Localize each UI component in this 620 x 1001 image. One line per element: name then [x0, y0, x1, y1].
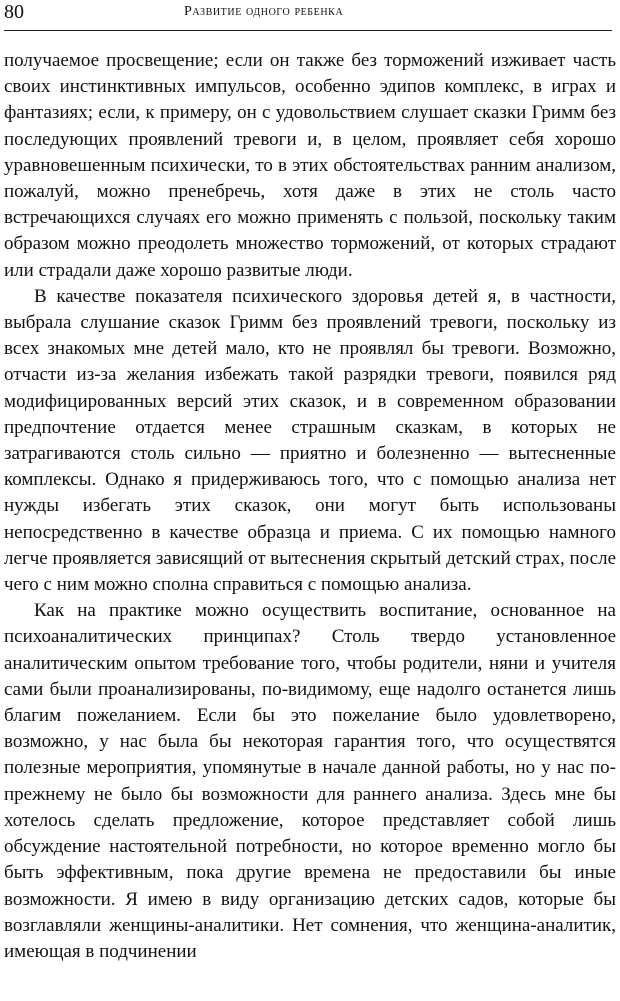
running-title: Развитие одного ребенка	[184, 4, 344, 19]
paragraph-3: Как на практике можно осуществить воспитание, основанное на психоаналитических принципах? Столь твердо установленное аналитическим опытом требование того, чтобы родители, няни и учителя сами были проанализированы, по-видимому, еще надолго останется лишь благим пожеланием. Если бы это пожелание было удовлетворено, возможно, у нас была бы некоторая гарантия того, что осуществятся полезные мероприятия, упомянутые в начале данной работы, но у нас по-прежнему не было бы возможности для раннего анализа. Здесь мне бы хотелось сделать предложение, которое представляет собой лишь обсуждение настоятельной потребности, но которое временно могло бы быть эффективным, пока другие времена не предоставили бы иные возможности. Я имею в виду организацию детских садов, которые бы возглавляли женщины-аналитики. Нет сомнения, что женщина-аналитик, имеющая в подчинении	[4, 600, 616, 962]
paragraph-2: В качестве показателя психического здоровья детей я, в частности, выбрала слушание сказок Гримм без проявлений тревоги, поскольку из всех знакомых мне детей мало, кто не проявлял бы тревоги. Возможно, отчасти из-за желания избежать такой разрядки тревоги, появился ряд модифицированных версий этих сказок, и в современном образовании предпочтение отдается менее страшным сказкам, в которых не затрагиваются столь сильно — приятно и болезненно — вытесненные комплексы. Однако я придерживаюсь того, что с помощью анализа нет нужды избегать этих сказок, они могут быть использованы непосредственно в качестве образца и приема. С их помощью намного легче проявляется зависящий от вытеснения скрытый детский страх, после чего с ним можно сполна справиться с помощью анализа.	[4, 285, 616, 596]
page-header	[4, 0, 612, 31]
paragraph-1: получаемое просвещение; если он также без торможений изживает часть своих инстинктивных импульсов, особенно эдипов комплекс, в играх и фантазиях; если, к примеру, он с удовольствием слушает сказки Гримм без последующих проявлений тревоги и, в целом, проявляет себя хорошо уравновешенным психически, то в этих обстоятельствах ранним анализом, пожалуй, можно пренебречь, хотя даже в этих не столь часто встречающихся случаях его можно применять с пользой, поскольку таким образом можно преодолеть множество торможений, от которых страдают или страдали даже хорошо развитые люди.	[4, 50, 616, 281]
body-text	[4, 48, 616, 965]
page-number: 80	[4, 1, 24, 23]
